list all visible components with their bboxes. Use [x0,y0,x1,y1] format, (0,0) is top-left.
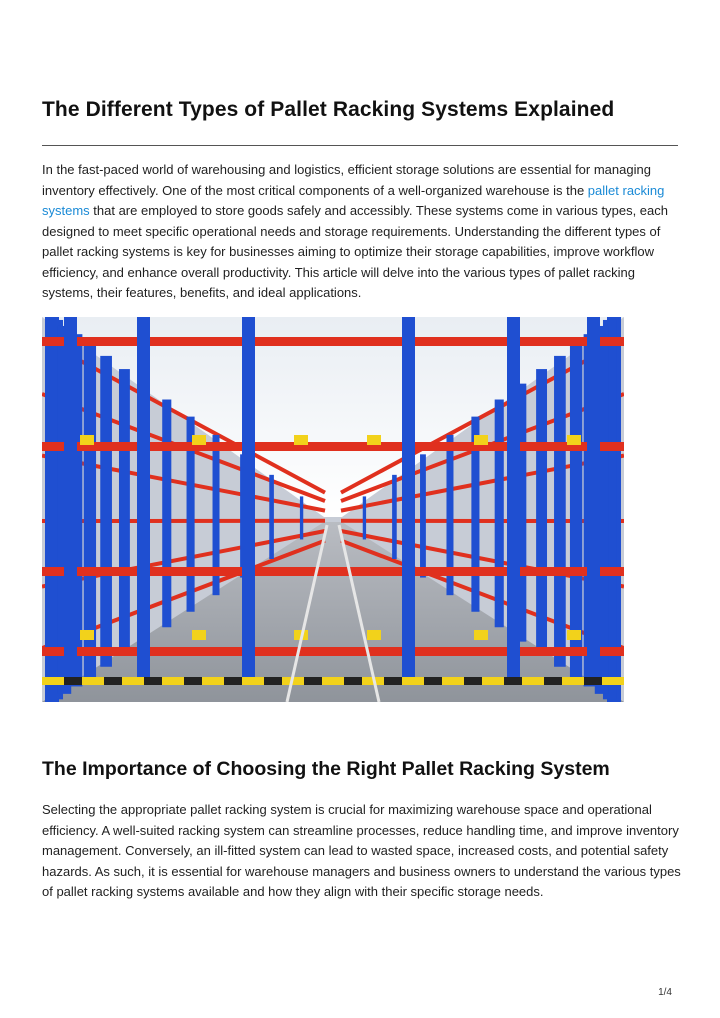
rail-marker [567,630,581,640]
floor-stripe [602,677,624,685]
racking-illustration [42,317,624,702]
rail-marker [367,630,381,640]
rail-marker [474,630,488,640]
floor-stripe [242,677,264,685]
rail-marker [567,435,581,445]
floor-stripe [562,677,584,685]
floor-stripe [584,677,602,685]
floor-stripe [522,677,544,685]
rail-marker [80,435,94,445]
floor-stripe [104,677,122,685]
floor-stripe [384,677,402,685]
upright-post [119,369,130,655]
floor-stripe [544,677,562,685]
intro-text-after-link: that are employed to store goods safely and accessibly. These systems come in various types, each designed to meet specific operational needs and storage requirements. Understanding the different types of pallet racking systems is key for businesses aiming to optimize their storage capabilities, improve workflow efficiency, and enhance overall productivity. This article will delve into the various types of pallet racking systems, their features, benefits, and ideal applications. [42,203,668,300]
rail-marker [474,435,488,445]
page-title: The Different Types of Pallet Racking Systems Explained [42,98,615,121]
front-upright [507,317,520,682]
upright-post [536,369,547,655]
intro-paragraph [42,160,682,304]
floor-stripe [202,677,224,685]
rail-marker [80,630,94,640]
front-beam [42,567,624,576]
upright-post [162,400,171,628]
front-upright [402,317,415,682]
floor-stripe [42,677,64,685]
floor-stripe [122,677,144,685]
floor-stripe [464,677,482,685]
upright-post [495,400,504,628]
upright-post [84,344,96,677]
upright-post [570,344,582,677]
front-upright [587,317,600,682]
upright-post [363,496,366,539]
upright-post [100,356,112,667]
front-beam [42,647,624,656]
floor-stripe [82,677,104,685]
page-number: 1/4 [658,987,672,998]
floor-stripe [402,677,424,685]
floor-stripe [162,677,184,685]
warehouse-racking-photo [42,317,624,702]
rail-marker [367,435,381,445]
pallet-racking-systems-link[interactable]: pallet racking systems [42,182,665,218]
upright-post [300,496,303,539]
front-beam [42,442,624,451]
floor-stripe [304,677,322,685]
floor-stripe [184,677,202,685]
floor-stripe [504,677,522,685]
floor-stripe [424,677,442,685]
rail-marker [294,435,308,445]
floor-stripe [144,677,162,685]
title-divider [42,145,678,146]
floor-stripe [264,677,282,685]
front-upright [64,317,77,682]
front-upright [242,317,255,682]
floor-stripe [64,677,82,685]
section-paragraph: Selecting the appropriate pallet racking system is crucial for maximizing warehouse space and operational efficiency. A well-suited racking system can streamline processes, reduce handling time, and improve inventory management. Conversely, an ill-fitted system can lead to wasted space, increased costs, and potential safety hazards. As such, it is essential for warehouse managers and business owners to understand the various types of pallet racking systems available and how they align with their specific storage needs. [42,802,681,899]
upright-post [420,454,426,577]
floor-stripe [322,677,344,685]
rail-marker [192,435,206,445]
floor-stripe [482,677,504,685]
floor-stripe [344,677,362,685]
rail-marker [192,630,206,640]
floor-stripe [442,677,464,685]
upright-post [554,356,566,667]
intro-text-before-link: In the fast-paced world of warehousing and logistics, efficient storage solutions are essential for managing inventory effectively. One of the most critical components of a well-organized warehouse is the [42,162,651,198]
upright-post [269,475,274,559]
floor-stripe [224,677,242,685]
upright-post [392,475,397,559]
front-upright [137,317,150,682]
section-heading: The Importance of Choosing the Right Pallet Racking System [42,758,610,780]
front-beam [42,337,624,346]
